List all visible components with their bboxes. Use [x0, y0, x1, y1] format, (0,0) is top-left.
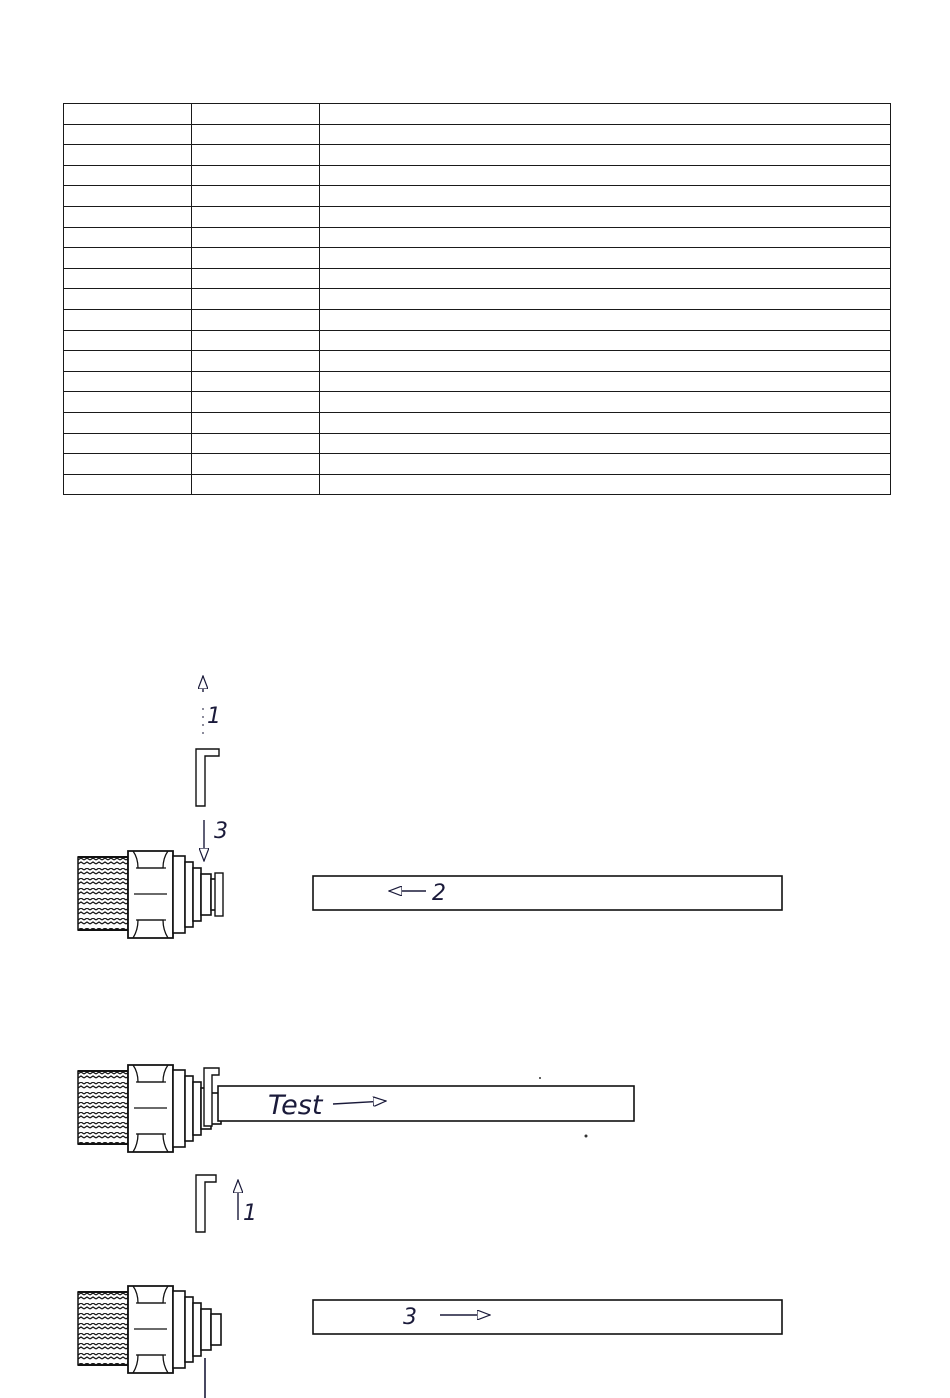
tube-label: Test	[268, 1090, 323, 1121]
tube-push-label: 2	[432, 881, 446, 906]
retaining-clip-icon	[196, 749, 219, 806]
step-3-group	[78, 1286, 782, 1398]
clip-remove-label: 1	[243, 1201, 257, 1226]
tube-icon	[313, 876, 782, 910]
push-fitting-icon	[78, 851, 223, 938]
step-2-group	[78, 1065, 634, 1232]
clip-insert-label: 3	[214, 819, 228, 844]
step-1-group	[78, 676, 782, 938]
push-fitting-icon	[78, 1286, 221, 1373]
clip-lift-label: 1	[207, 704, 221, 729]
tube-pull-label: 3	[403, 1305, 417, 1330]
tube-icon	[313, 1300, 782, 1334]
retaining-clip-icon	[196, 1175, 216, 1232]
push-fitting-icon	[78, 1065, 221, 1152]
